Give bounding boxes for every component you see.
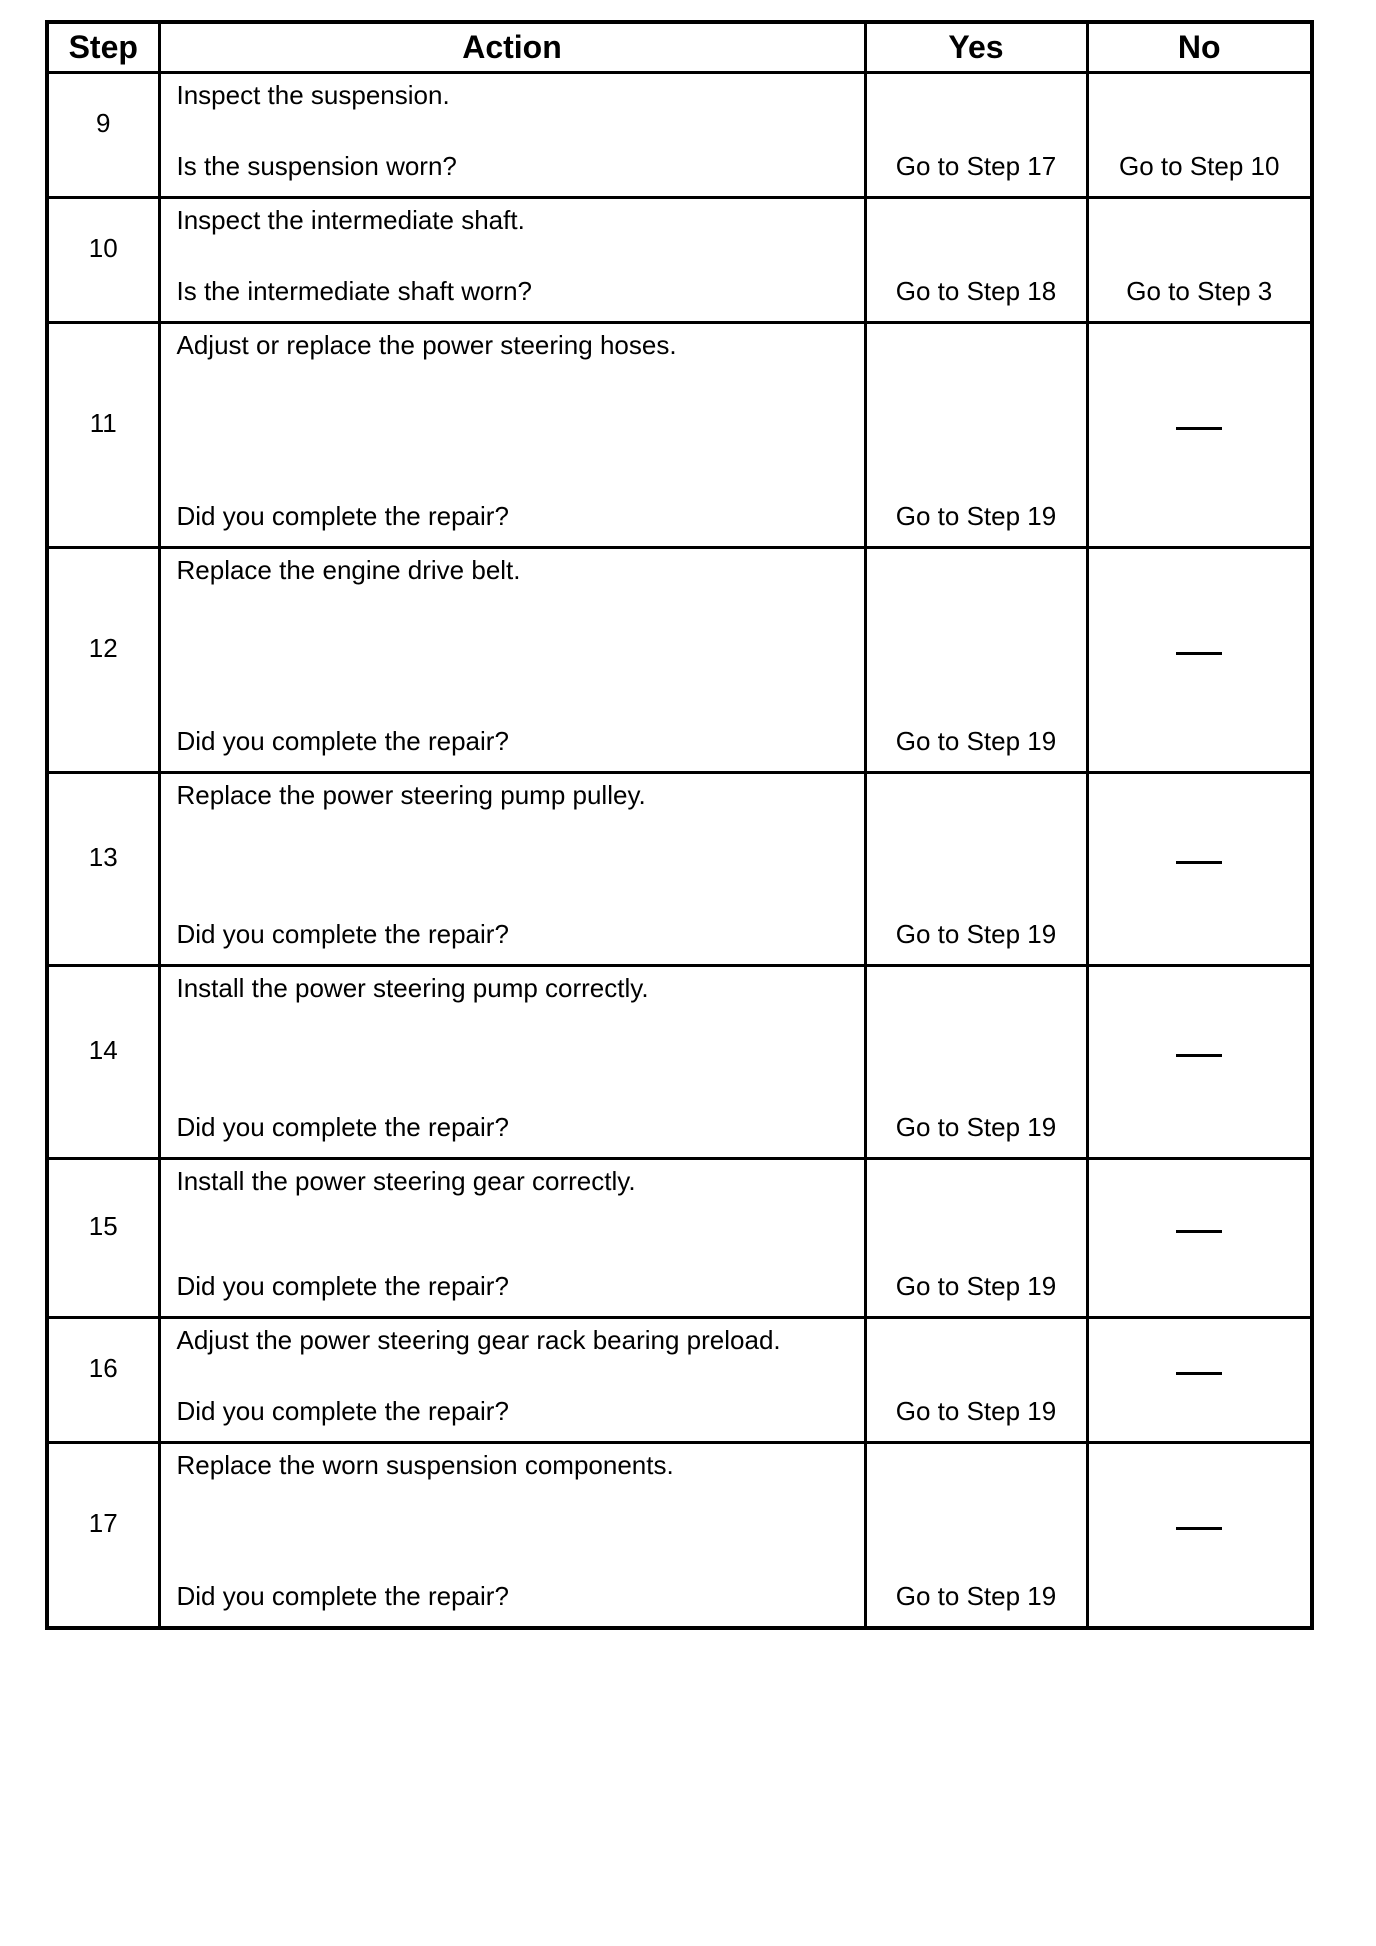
action-question: Did you complete the repair? xyxy=(176,1396,509,1426)
step-cell xyxy=(47,548,159,773)
yes-cell xyxy=(865,773,1087,966)
no-outcome: Go to Step 3 xyxy=(1126,276,1273,306)
action-question: Did you complete the repair? xyxy=(176,1581,509,1611)
yes-cell xyxy=(865,548,1087,773)
no-cell xyxy=(1087,323,1312,548)
action-instruction: Replace the worn suspension components. xyxy=(176,1450,674,1480)
yes-cell xyxy=(865,966,1087,1159)
no-cell xyxy=(1087,548,1312,773)
step-cell xyxy=(47,1159,159,1318)
action-question: Did you complete the repair? xyxy=(176,1112,509,1142)
yes-cell xyxy=(865,1443,1087,1629)
header-step: Step xyxy=(47,22,159,73)
no-outcome-dash xyxy=(1176,1054,1222,1057)
action-cell xyxy=(159,198,865,323)
table-row xyxy=(47,966,1312,1159)
yes-outcome: Go to Step 18 xyxy=(895,276,1057,306)
yes-cell xyxy=(865,323,1087,548)
action-question: Did you complete the repair? xyxy=(176,919,509,949)
yes-outcome: Go to Step 19 xyxy=(895,919,1057,949)
no-cell xyxy=(1087,1443,1312,1629)
action-question: Did you complete the repair? xyxy=(176,726,509,756)
step-cell xyxy=(47,73,159,198)
action-question: Did you complete the repair? xyxy=(176,1271,509,1301)
step-number: 11 xyxy=(89,407,117,438)
action-question: Is the suspension worn? xyxy=(176,151,457,181)
no-cell xyxy=(1087,1318,1312,1443)
table-row xyxy=(47,1159,1312,1318)
no-outcome-dash xyxy=(1176,427,1222,430)
action-instruction: Replace the engine drive belt. xyxy=(176,555,521,585)
yes-outcome: Go to Step 17 xyxy=(895,151,1057,181)
no-cell xyxy=(1087,966,1312,1159)
action-instruction: Install the power steering gear correctly. xyxy=(176,1166,636,1196)
table-row xyxy=(47,1443,1312,1629)
action-instruction: Replace the power steering pump pulley. xyxy=(176,780,646,810)
action-cell xyxy=(159,1159,865,1318)
no-outcome-dash xyxy=(1176,1230,1222,1233)
step-cell xyxy=(47,966,159,1159)
step-number: 10 xyxy=(88,232,118,263)
step-number: 14 xyxy=(88,1034,118,1065)
action-instruction: Install the power steering pump correctly. xyxy=(176,973,649,1003)
header-action: Action xyxy=(159,22,865,73)
step-cell xyxy=(47,773,159,966)
step-number: 15 xyxy=(88,1210,118,1241)
table-row xyxy=(47,548,1312,773)
action-cell xyxy=(159,773,865,966)
action-cell xyxy=(159,323,865,548)
no-outcome-dash xyxy=(1176,861,1222,864)
no-outcome-dash xyxy=(1176,1372,1222,1375)
no-cell xyxy=(1087,73,1312,198)
action-question: Did you complete the repair? xyxy=(176,501,509,531)
table-row xyxy=(47,323,1312,548)
step-number: 12 xyxy=(88,632,118,663)
no-outcome-dash xyxy=(1176,652,1222,655)
no-outcome-dash xyxy=(1176,1527,1222,1530)
table-row xyxy=(47,198,1312,323)
action-cell xyxy=(159,1318,865,1443)
header-yes: Yes xyxy=(865,22,1087,73)
yes-cell xyxy=(865,73,1087,198)
table-row xyxy=(47,73,1312,198)
step-cell xyxy=(47,323,159,548)
table-row xyxy=(47,773,1312,966)
action-instruction: Adjust the power steering gear rack bearing preload. xyxy=(176,1325,781,1355)
table-row xyxy=(47,1318,1312,1443)
yes-outcome: Go to Step 19 xyxy=(895,1271,1057,1301)
no-cell xyxy=(1087,1159,1312,1318)
step-number: 16 xyxy=(88,1352,118,1383)
diagnostic-table xyxy=(45,20,1314,1630)
yes-cell xyxy=(865,1318,1087,1443)
no-cell xyxy=(1087,198,1312,323)
yes-outcome: Go to Step 19 xyxy=(895,501,1057,531)
table-header-row xyxy=(47,22,1312,73)
yes-outcome: Go to Step 19 xyxy=(895,1581,1057,1611)
action-instruction: Inspect the intermediate shaft. xyxy=(176,205,525,235)
action-cell xyxy=(159,1443,865,1629)
yes-outcome: Go to Step 19 xyxy=(895,1396,1057,1426)
step-number: 17 xyxy=(88,1507,118,1538)
step-cell xyxy=(47,1318,159,1443)
step-cell xyxy=(47,1443,159,1629)
action-cell xyxy=(159,73,865,198)
step-number: 13 xyxy=(88,841,118,872)
action-instruction: Inspect the suspension. xyxy=(176,80,450,110)
action-cell xyxy=(159,966,865,1159)
yes-outcome: Go to Step 19 xyxy=(895,726,1057,756)
yes-outcome: Go to Step 19 xyxy=(895,1112,1057,1142)
header-no: No xyxy=(1087,22,1312,73)
step-number: 9 xyxy=(96,107,111,138)
action-instruction: Adjust or replace the power steering hoses. xyxy=(176,330,677,360)
action-question: Is the intermediate shaft worn? xyxy=(176,276,533,306)
step-cell xyxy=(47,198,159,323)
no-outcome: Go to Step 10 xyxy=(1119,151,1280,181)
yes-cell xyxy=(865,198,1087,323)
no-cell xyxy=(1087,773,1312,966)
action-cell xyxy=(159,548,865,773)
yes-cell xyxy=(865,1159,1087,1318)
